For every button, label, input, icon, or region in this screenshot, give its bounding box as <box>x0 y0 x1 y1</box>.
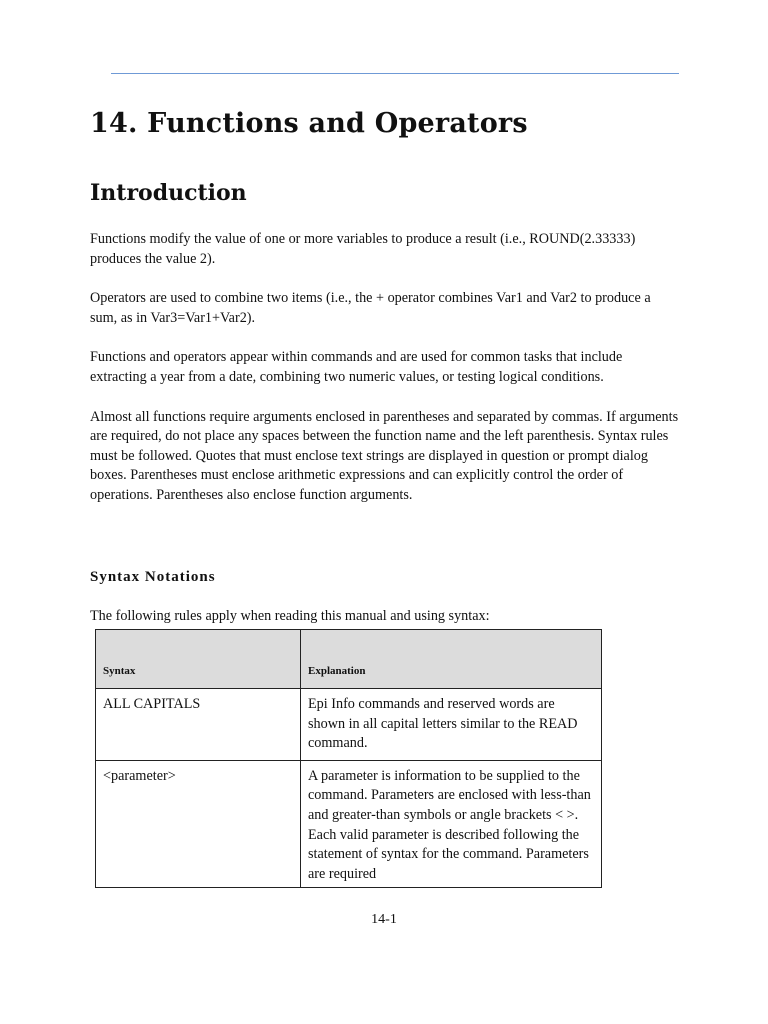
column-header-explanation: Explanation <box>301 630 602 689</box>
section-title: Introduction <box>90 180 247 206</box>
table-row <box>96 760 602 887</box>
explanation-cell: A parameter is information to be supplied to the command. Parameters are enclosed with less-than and greater-than symbols or angle brackets < >. Each valid parameter is described following the statement of syntax for the command. Parameters are required <box>301 760 602 887</box>
paragraph: Functions modify the value of one or more variables to produce a result (i.e., ROUND(2.33333) produces the value 2). <box>90 231 636 267</box>
explanation-cell: Epi Info commands and reserved words are shown in all capital letters similar to the READ command. <box>301 689 602 761</box>
syntax-cell: <parameter> <box>96 760 301 887</box>
paragraph: Almost all functions require arguments enclosed in parentheses and separated by commas. If arguments are required, do not place any spaces between the function name and the left parenthesis. Syntax rules must be followed. Quotes that must enclose text strings are displayed in question or prompt dialog boxes. Parentheses must enclose arithmetic expressions and can explicitly control the order of operations. Parentheses also enclose function arguments. <box>90 408 679 503</box>
chapter-title: 14. Functions and Operators <box>90 108 528 139</box>
table-header-row <box>96 630 602 689</box>
syntax-cell: ALL CAPITALS <box>96 689 301 761</box>
header-rule <box>111 73 679 74</box>
column-header-syntax: Syntax <box>96 630 301 689</box>
paragraph: Functions and operators appear within commands and are used for common tasks that include extracting a year from a date, combining two numeric values, or testing logical conditions. <box>90 349 623 385</box>
table-row <box>96 689 602 761</box>
rules-intro: The following rules apply when reading this manual and using syntax: <box>90 608 490 624</box>
page-number: 14-1 <box>371 912 397 927</box>
paragraph: Operators are used to combine two items (i.e., the + operator combines Var1 and Var2 to produce a sum, as in Var3=Var1+Var2). <box>90 290 651 326</box>
subsection-title: Syntax Notations <box>90 569 216 585</box>
syntax-table <box>95 629 602 888</box>
body-text <box>90 230 680 506</box>
